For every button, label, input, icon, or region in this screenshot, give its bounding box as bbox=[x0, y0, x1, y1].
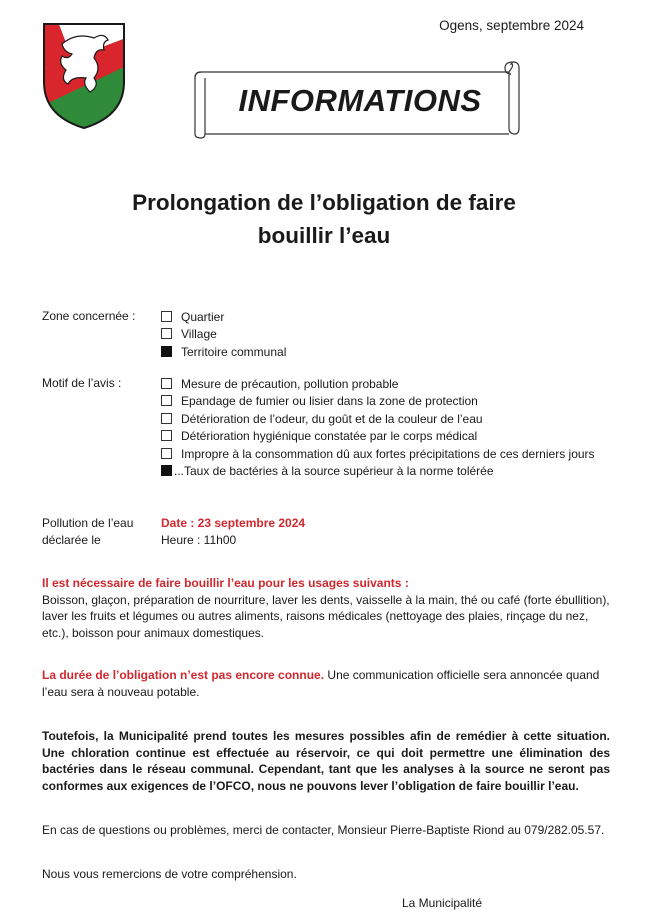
signature: La Municipalité bbox=[402, 896, 483, 910]
municipal-crest-icon bbox=[42, 22, 126, 130]
banner-title: INFORMATIONS bbox=[238, 83, 482, 118]
option-label: Mesure de précaution, pollution probable bbox=[181, 376, 399, 391]
pollution-label-line-2: déclarée le bbox=[42, 533, 101, 547]
pollution-label-line-1: Pollution de l’eau bbox=[42, 516, 134, 530]
pollution-date: Date : 23 septembre 2024 bbox=[161, 516, 306, 530]
checkbox[interactable] bbox=[161, 413, 172, 424]
page-title bbox=[0, 186, 648, 252]
duree-rest: Une communication officielle sera annoncée quand l’eau sera à nouveau potable. bbox=[42, 668, 600, 699]
title-line-1: Prolongation de l’obligation de faire bbox=[132, 190, 516, 215]
measures-paragraph: Toutefois, la Municipalité prend toutes les mesures possibles afin de remédier à cette situation. Une chloration continue est effectuée au réservoir, ce qui doit permettre une élimination des bactéries dans le réseau communal. Cependant, tant que les analyses à la source ne seront pas conformes aux exigences de l’OFCO, nous ne pouvons lever l’obligation de faire bouillir l’eau. bbox=[42, 729, 610, 793]
checkbox[interactable] bbox=[161, 328, 172, 339]
contact-paragraph: En cas de questions ou problèmes, merci de contacter, Monsieur Pierre-Baptiste Riond au 079/282.05.57. bbox=[42, 823, 605, 837]
zone-label: Zone concernée : bbox=[42, 309, 136, 323]
pollution-datetime bbox=[161, 515, 305, 549]
zone-option-village[interactable] bbox=[161, 325, 217, 342]
checkbox[interactable] bbox=[161, 448, 172, 459]
duree-red-text: La durée de l’obligation n’est pas encore connue. bbox=[42, 668, 325, 682]
checkbox[interactable] bbox=[161, 395, 172, 406]
option-label: Territoire communal bbox=[181, 344, 287, 359]
usages-heading: Il est nécessaire de faire bouillir l’eau pour les usages suivants : bbox=[42, 576, 409, 590]
usages-section bbox=[42, 575, 610, 641]
motif-option-impropre[interactable] bbox=[161, 445, 595, 462]
motif-option-odeur[interactable] bbox=[161, 410, 483, 427]
option-label: Quartier bbox=[181, 309, 225, 324]
motif-option-epandage[interactable] bbox=[161, 392, 478, 409]
motif-option-bacteries[interactable] bbox=[161, 462, 494, 479]
checkbox-checked[interactable] bbox=[161, 346, 172, 357]
checkbox[interactable] bbox=[161, 378, 172, 389]
informations-banner bbox=[193, 60, 521, 140]
option-label: Village bbox=[181, 326, 217, 341]
pollution-time: Heure : 11h00 bbox=[161, 533, 237, 547]
option-label: Epandage de fumier ou lisier dans la zone de protection bbox=[181, 393, 478, 408]
option-label: Impropre à la consommation dû aux fortes précipitations de ces derniers jours bbox=[181, 446, 595, 461]
thanks-paragraph: Nous vous remercions de votre compréhension. bbox=[42, 867, 297, 881]
checkbox[interactable] bbox=[161, 430, 172, 441]
checkbox-checked[interactable] bbox=[161, 465, 172, 476]
pollution-label bbox=[42, 515, 133, 549]
option-label: Détérioration de l’odeur, du goût et de la couleur de l’eau bbox=[181, 411, 483, 426]
duree-paragraph bbox=[42, 667, 610, 700]
motif-option-precaution[interactable] bbox=[161, 375, 398, 392]
zone-option-territoire[interactable] bbox=[161, 343, 286, 360]
usages-body: Boisson, glaçon, préparation de nourriture, laver les dents, vaisselle à la main, thé ou café (forte ébullition), laver les fruits et légumes ou autres aliments, raisons médicales (nettoyage des plaies, rinçage du nez, etc.), boisson pour animaux domestiques. bbox=[42, 592, 610, 640]
motif-option-hygienique[interactable] bbox=[161, 427, 477, 444]
option-label: ...Taux de bactéries à la source supérieur à la norme tolérée bbox=[174, 463, 494, 478]
option-label: Détérioration hygiénique constatée par le corps médical bbox=[181, 428, 478, 443]
motif-label: Motif de l’avis : bbox=[42, 376, 122, 390]
title-line-2: bouillir l’eau bbox=[257, 223, 391, 248]
zone-option-quartier[interactable] bbox=[161, 308, 224, 325]
checkbox[interactable] bbox=[161, 311, 172, 322]
date-line: Ogens, septembre 2024 bbox=[439, 18, 584, 33]
